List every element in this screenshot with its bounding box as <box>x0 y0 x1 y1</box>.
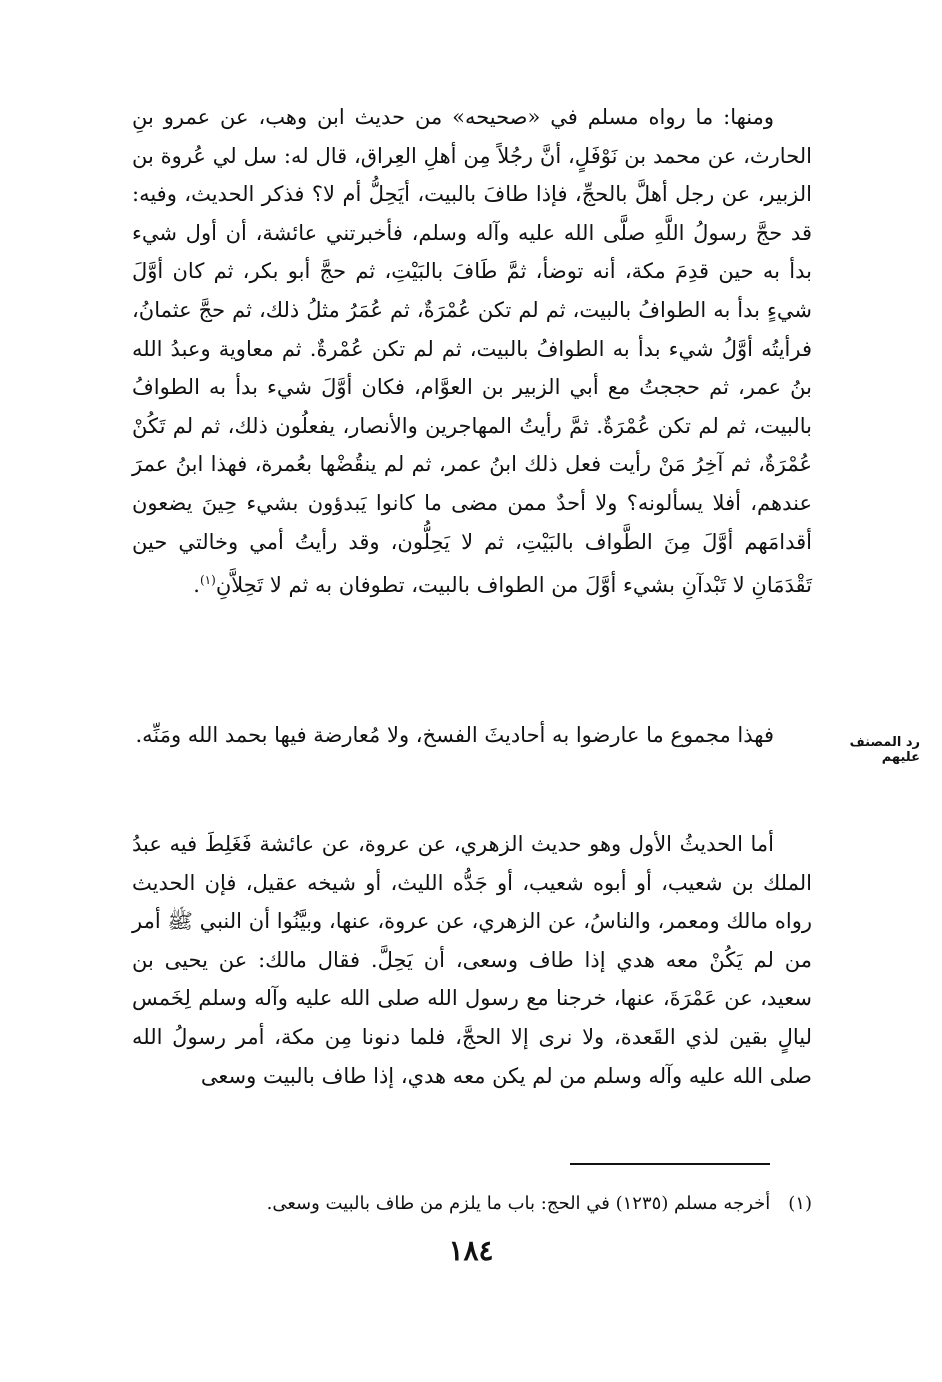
footnote-number: (١) <box>788 1193 812 1214</box>
paragraph-2 <box>132 716 812 755</box>
paragraph-3 <box>132 825 812 1095</box>
paragraph-1-text: ومنها: ما رواه مسلم في «صحيحه» من حديث ابن وهب، عن عمرو بنِ الحارث، عن محمد بن نَوْفَلٍ، أنَّ رجُلاً مِن أهلِ العِراق، قال له: سل لي عُروة بن الزبير، عن رجل أهلَّ بالحجِّ، فإذا طافَ بالبيت، أيَحِلُّ أم لا؟ فذكر الحديث، وفيه: قد حجَّ رسولُ اللَّهِ صلَّى الله عليه وآله وسلم، فأخبرتني عائشة، أن أول شيء بدأ به حين قدِمَ مكة، أنه توضأ، ثمَّ طَافَ بالبَيْتِ، ثم حجَّ أبو بكر، ثم كان أوَّلَ شيءٍ بدأ به الطوافُ بالبيت، ثم لم تكن عُمْرَةٌ، ثم عُمَرُ مثلُ ذلك، ثم حجَّ عثمانُ، فرأيتُه أوَّلُ شيء بدأ به الطوافُ بالبيت، ثم لم تكن عُمْرةٌ. ثم معاوية وعبدُ الله بنُ عمر، ثم حججتُ مع أبي الزبير بن العوَّام، فكان أوَّلَ شيء بدأ به الطوافُ بالبيت، ثم لم تكن عُمْرَةٌ. ثمَّ رأيتُ المهاجرين والأنصار، يفعلُون ذلك، ثم لم تَكُنْ عُمْرَةٌ، ثم آخِرُ مَنْ رأيت فعل ذلك ابنُ عمر، ثم لم ينقُضْها بعُمرة، فهذا ابنُ عمرَ عندهم، أفلا يسألونه؟ ولا أحدٌ ممن مضى ما كانوا يَبدؤون بشيء حِينَ يضعون أقدامَهم أوَّلَ مِنَ الطَّواف بالبَيْتِ، ثم لا يَحِلُّون، وقد رأيتُ أمي وخالتي حين تَقْدَمَانِ لا تَبْدآنِ بشيء أوَّلَ من الطواف بالبيت، تطوفان به ثم لا تَحِلاَّنِ <box>132 105 812 598</box>
paragraph-2-text: فهذا مجموع ما عارضوا به أحاديثَ الفسخ، ولا مُعارضة فيها بحمد الله ومَنِّه. <box>135 723 774 747</box>
paragraph-3-text: أما الحديثُ الأول وهو حديث الزهري، عن عروة، عن عائشة فَغَلِطَ فيه عبدُ الملك بن شعيب، أو أبوه شعيب، أو جَدُّه الليث، أو شيخه عقيل، فإن الحديث رواه مالك ومعمر، والناسُ، عن الزهري، عن عروة، عنها، وبيَّنُوا أن النبي ﷺ أمر من لم يَكُنْ معه هدي إذا طاف وسعى، أن يَحِلَّ. فقال مالك: عن يحيى بن سعيد، عن عَمْرَةَ، عنها، خرجنا مع رسول الله صلى الله عليه وآله وسلم لِخَمس ليالٍ بقين لذي القَعدة، ولا نرى إلا الحجَّ، فلما دنونا مِن مكة، أمر رسولُ الله صلى الله عليه وآله وسلم من لم يكن معه هدي، إذا طاف بالبيت وسعى <box>132 832 812 1088</box>
footnote-divider <box>570 1163 770 1165</box>
footnote <box>132 1190 812 1218</box>
margin-note: رد المصنف عليهم <box>849 735 920 765</box>
paragraph-1-end: . <box>193 573 200 598</box>
footnote-reference: (١) <box>199 573 216 588</box>
paragraph-1-body <box>132 98 812 605</box>
page-number: ١٨٤ <box>448 1234 494 1267</box>
footnote-text: أخرجه مسلم (١٢٣٥) في الحج: باب ما يلزم من طاف بالبيت وسعى. <box>266 1193 771 1214</box>
paragraph-1 <box>132 98 812 605</box>
